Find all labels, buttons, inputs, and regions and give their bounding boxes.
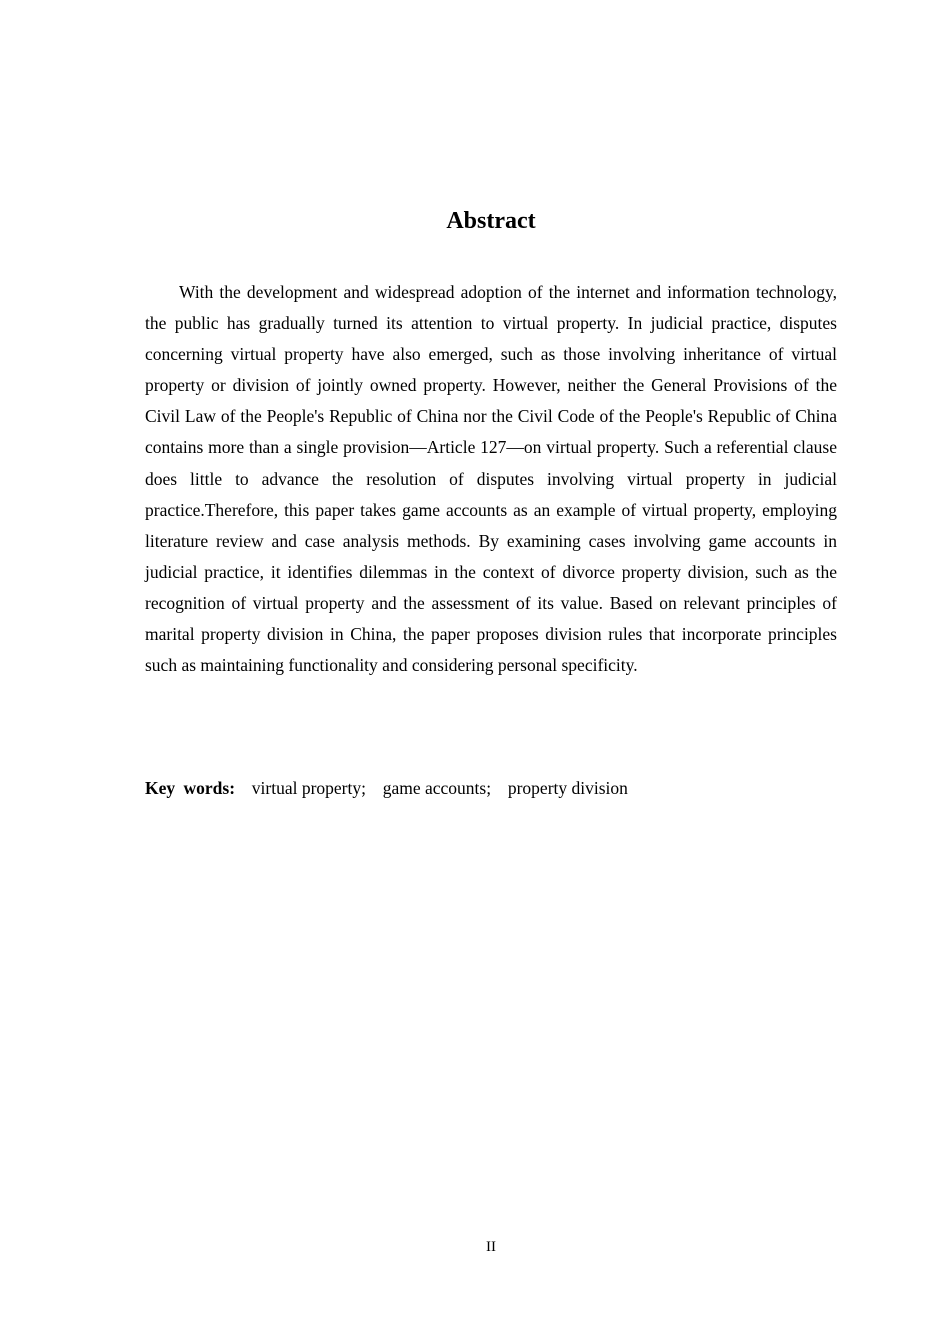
page-number: II bbox=[486, 1239, 496, 1255]
keyword-item: virtual property; bbox=[251, 778, 366, 798]
abstract-body: With the development and widespread adoption of the internet and information technology, the public has gradually turned its attention to virtual property. In judicial practice, disputes concerning virtual property have also emerged, such as those involving inheritance of virtual property or division of jointly owned property. However, neither the General Provisions of the Civil Law of the People's Republic of China nor the Civil Code of the People's Republic of China contains more than a single provision—Article 127—on virtual property. Such a referential clause does little to advance the resolution of disputes involving virtual property in judicial practice.Therefore, this paper takes game accounts as an example of virtual property, employing literature review and case analysis methods. By examining cases involving game accounts in judicial practice, it identifies dilemmas in the context of divorce property division, such as the recognition of virtual property and the assessment of its value. Based on relevant principles of marital property division in China, the paper proposes division rules that incorporate principles such as maintaining functionality and considering personal specificity. bbox=[145, 282, 837, 676]
keyword-item: game accounts; bbox=[382, 778, 492, 798]
abstract-title: Abstract bbox=[446, 208, 536, 234]
keywords-label: Key words: bbox=[145, 778, 236, 798]
keywords-line bbox=[145, 773, 837, 804]
keyword-item: property division bbox=[507, 778, 628, 798]
